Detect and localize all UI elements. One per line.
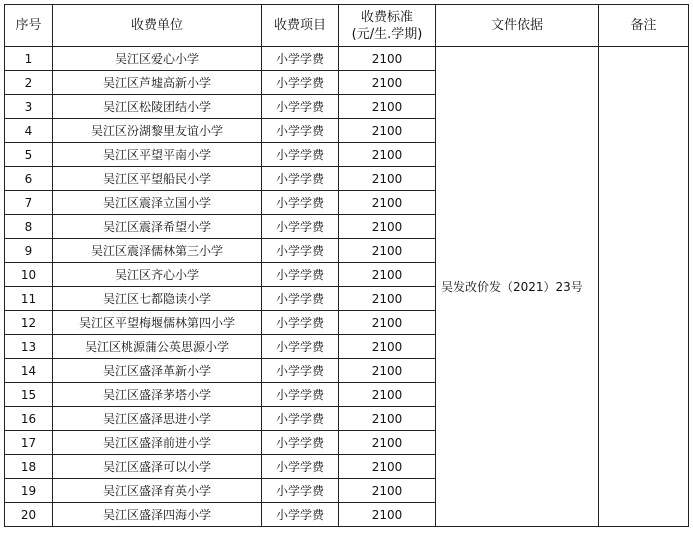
header-row	[5, 5, 689, 47]
cell-note	[599, 47, 689, 527]
cell-seq: 2	[5, 71, 53, 95]
cell-unit: 吴江区盛泽四海小学	[53, 503, 262, 527]
header-seq: 序号	[5, 5, 53, 47]
cell-seq: 1	[5, 47, 53, 71]
cell-unit: 吴江区震泽立国小学	[53, 191, 262, 215]
cell-seq: 13	[5, 335, 53, 359]
cell-unit: 吴江区盛泽革新小学	[53, 359, 262, 383]
cell-item: 小学学费	[262, 71, 339, 95]
cell-unit: 吴江区盛泽育英小学	[53, 479, 262, 503]
cell-item: 小学学费	[262, 167, 339, 191]
cell-seq: 17	[5, 431, 53, 455]
cell-item: 小学学费	[262, 119, 339, 143]
cell-item: 小学学费	[262, 503, 339, 527]
cell-fee: 2100	[339, 191, 436, 215]
cell-seq: 16	[5, 407, 53, 431]
header-note: 备注	[599, 5, 689, 47]
cell-fee: 2100	[339, 383, 436, 407]
cell-seq: 18	[5, 455, 53, 479]
cell-item: 小学学费	[262, 311, 339, 335]
cell-unit: 吴江区盛泽可以小学	[53, 455, 262, 479]
cell-item: 小学学费	[262, 359, 339, 383]
cell-seq: 6	[5, 167, 53, 191]
table-row	[5, 47, 689, 71]
cell-fee: 2100	[339, 431, 436, 455]
cell-item: 小学学费	[262, 479, 339, 503]
cell-item: 小学学费	[262, 143, 339, 167]
cell-item: 小学学费	[262, 431, 339, 455]
cell-unit: 吴江区齐心小学	[53, 263, 262, 287]
cell-seq: 7	[5, 191, 53, 215]
cell-seq: 4	[5, 119, 53, 143]
cell-unit: 吴江区盛泽前进小学	[53, 431, 262, 455]
cell-seq: 3	[5, 95, 53, 119]
cell-seq: 14	[5, 359, 53, 383]
cell-fee: 2100	[339, 167, 436, 191]
cell-fee: 2100	[339, 359, 436, 383]
cell-item: 小学学费	[262, 287, 339, 311]
cell-unit: 吴江区芦墟高新小学	[53, 71, 262, 95]
cell-item: 小学学费	[262, 191, 339, 215]
cell-fee: 2100	[339, 287, 436, 311]
cell-item: 小学学费	[262, 455, 339, 479]
cell-unit: 吴江区汾湖黎里友谊小学	[53, 119, 262, 143]
cell-fee: 2100	[339, 215, 436, 239]
cell-item: 小学学费	[262, 335, 339, 359]
cell-unit: 吴江区盛泽思进小学	[53, 407, 262, 431]
cell-item: 小学学费	[262, 383, 339, 407]
header-standard-line2: (元/生.学期)	[351, 26, 423, 42]
cell-unit: 吴江区平望梅堰儒林第四小学	[53, 311, 262, 335]
cell-seq: 9	[5, 239, 53, 263]
cell-unit: 吴江区松陵团结小学	[53, 95, 262, 119]
cell-unit: 吴江区震泽希望小学	[53, 215, 262, 239]
cell-seq: 10	[5, 263, 53, 287]
header-item: 收费项目	[262, 5, 339, 47]
table-body	[5, 47, 689, 527]
cell-unit: 吴江区七都隐读小学	[53, 287, 262, 311]
cell-unit: 吴江区盛泽茅塔小学	[53, 383, 262, 407]
cell-unit: 吴江区桃源蒲公英思源小学	[53, 335, 262, 359]
cell-seq: 12	[5, 311, 53, 335]
cell-fee: 2100	[339, 239, 436, 263]
cell-item: 小学学费	[262, 239, 339, 263]
cell-seq: 15	[5, 383, 53, 407]
cell-seq: 5	[5, 143, 53, 167]
cell-basis: 吴发改价发（2021）23号	[436, 47, 599, 527]
cell-item: 小学学费	[262, 47, 339, 71]
fee-table	[4, 4, 689, 527]
cell-fee: 2100	[339, 71, 436, 95]
cell-unit: 吴江区震泽儒林第三小学	[53, 239, 262, 263]
header-basis: 文件依据	[436, 5, 599, 47]
cell-fee: 2100	[339, 119, 436, 143]
cell-seq: 11	[5, 287, 53, 311]
header-standard	[339, 5, 436, 47]
cell-fee: 2100	[339, 479, 436, 503]
cell-fee: 2100	[339, 455, 436, 479]
header-unit: 收费单位	[53, 5, 262, 47]
cell-fee: 2100	[339, 143, 436, 167]
cell-item: 小学学费	[262, 215, 339, 239]
cell-unit: 吴江区平望平南小学	[53, 143, 262, 167]
cell-fee: 2100	[339, 311, 436, 335]
cell-unit: 吴江区平望船民小学	[53, 167, 262, 191]
cell-item: 小学学费	[262, 407, 339, 431]
cell-fee: 2100	[339, 335, 436, 359]
cell-seq: 20	[5, 503, 53, 527]
cell-item: 小学学费	[262, 263, 339, 287]
cell-fee: 2100	[339, 503, 436, 527]
cell-seq: 8	[5, 215, 53, 239]
cell-fee: 2100	[339, 95, 436, 119]
cell-seq: 19	[5, 479, 53, 503]
cell-fee: 2100	[339, 263, 436, 287]
header-standard-line1: 收费标准	[360, 9, 413, 25]
cell-unit: 吴江区爱心小学	[53, 47, 262, 71]
cell-item: 小学学费	[262, 95, 339, 119]
cell-fee: 2100	[339, 47, 436, 71]
cell-fee: 2100	[339, 407, 436, 431]
